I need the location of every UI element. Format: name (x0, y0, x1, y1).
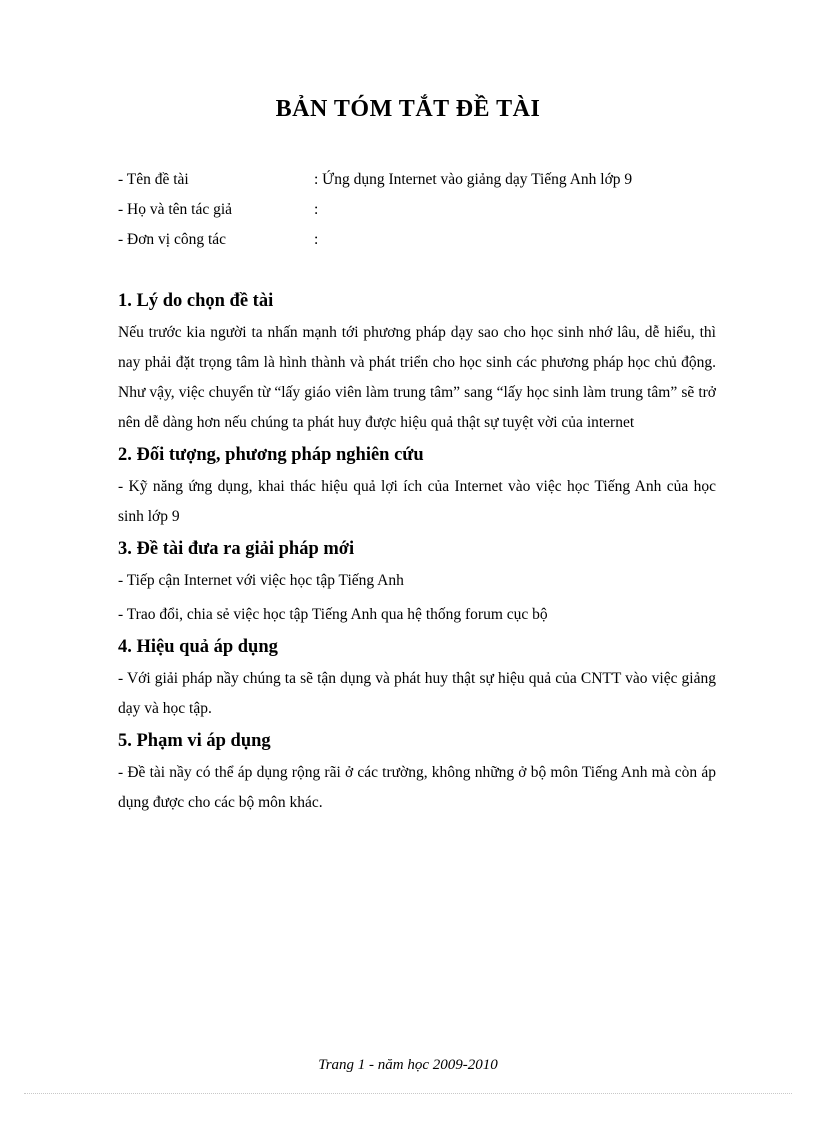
info-row-topic (118, 168, 718, 198)
section-subject-method (118, 442, 716, 532)
info-value: : Ứng dụng Internet vào giảng dạy Tiếng Anh lớp 9 (314, 171, 633, 188)
section-paragraph: Nếu trước kia người ta nhấn mạnh tới phương pháp dạy sao cho học sinh nhớ lâu, dễ hiểu, thì nay phải đặt trọng tâm là hình thành và phát triển cho học sinh các phương pháp học chủ động. Như vậy, việc chuyển từ “lấy giáo viên làm trung tâm” sang “lấy học sinh làm trung tâm” sẽ trở nên dễ dàng hơn nếu chúng ta phát huy được hiệu quả thật sự tuyệt vời của internet (118, 324, 716, 431)
section-paragraph: - Trao đổi, chia sẻ việc học tập Tiếng Anh qua hệ thống forum cục bộ (118, 606, 548, 623)
section-paragraph: - Tiếp cận Internet với việc học tập Tiếng Anh (118, 572, 404, 589)
info-label: - Đơn vị công tác (118, 231, 227, 248)
section-heading: 1. Lý do chọn đề tài (118, 291, 274, 311)
section-paragraph: - Với giải pháp nầy chúng ta sẽ tận dụng và phát huy thật sự hiệu quả của CNTT vào việc giảng dạy và học tập. (118, 670, 716, 717)
info-value: : (314, 201, 319, 218)
section-paragraph: - Đề tài nầy có thể áp dụng rộng rãi ở các trường, không những ở bộ môn Tiếng Anh mà còn áp dụng được cho các bộ môn khác. (118, 764, 716, 811)
page-bottom-divider (24, 1093, 792, 1094)
section-heading: 3. Đề tài đưa ra giải pháp mới (118, 539, 355, 559)
section-new-solution (118, 536, 716, 630)
info-row-author (118, 198, 718, 228)
page-footer: Trang 1 - năm học 2009-2010 (318, 1057, 498, 1073)
section-paragraph: - Kỹ năng ứng dụng, khai thác hiệu quả lợi ích của Internet vào việc học Tiếng Anh của học sinh lớp 9 (118, 478, 716, 525)
section-effectiveness (118, 634, 716, 724)
section-reason (118, 288, 716, 438)
info-value: : (314, 231, 319, 248)
page-title: BẢN TÓM TẮT ĐỀ TÀI (275, 96, 541, 122)
info-row-workplace (118, 228, 718, 258)
info-label: - Tên đề tài (118, 171, 189, 188)
section-scope (118, 728, 716, 818)
content-body (118, 288, 716, 822)
section-heading: 5. Phạm vi áp dụng (118, 731, 271, 751)
info-block (118, 168, 718, 258)
info-label: - Họ và tên tác giả (118, 201, 233, 218)
section-heading: 4. Hiệu quả áp dụng (118, 637, 278, 657)
section-heading: 2. Đối tượng, phương pháp nghiên cứu (118, 445, 424, 465)
